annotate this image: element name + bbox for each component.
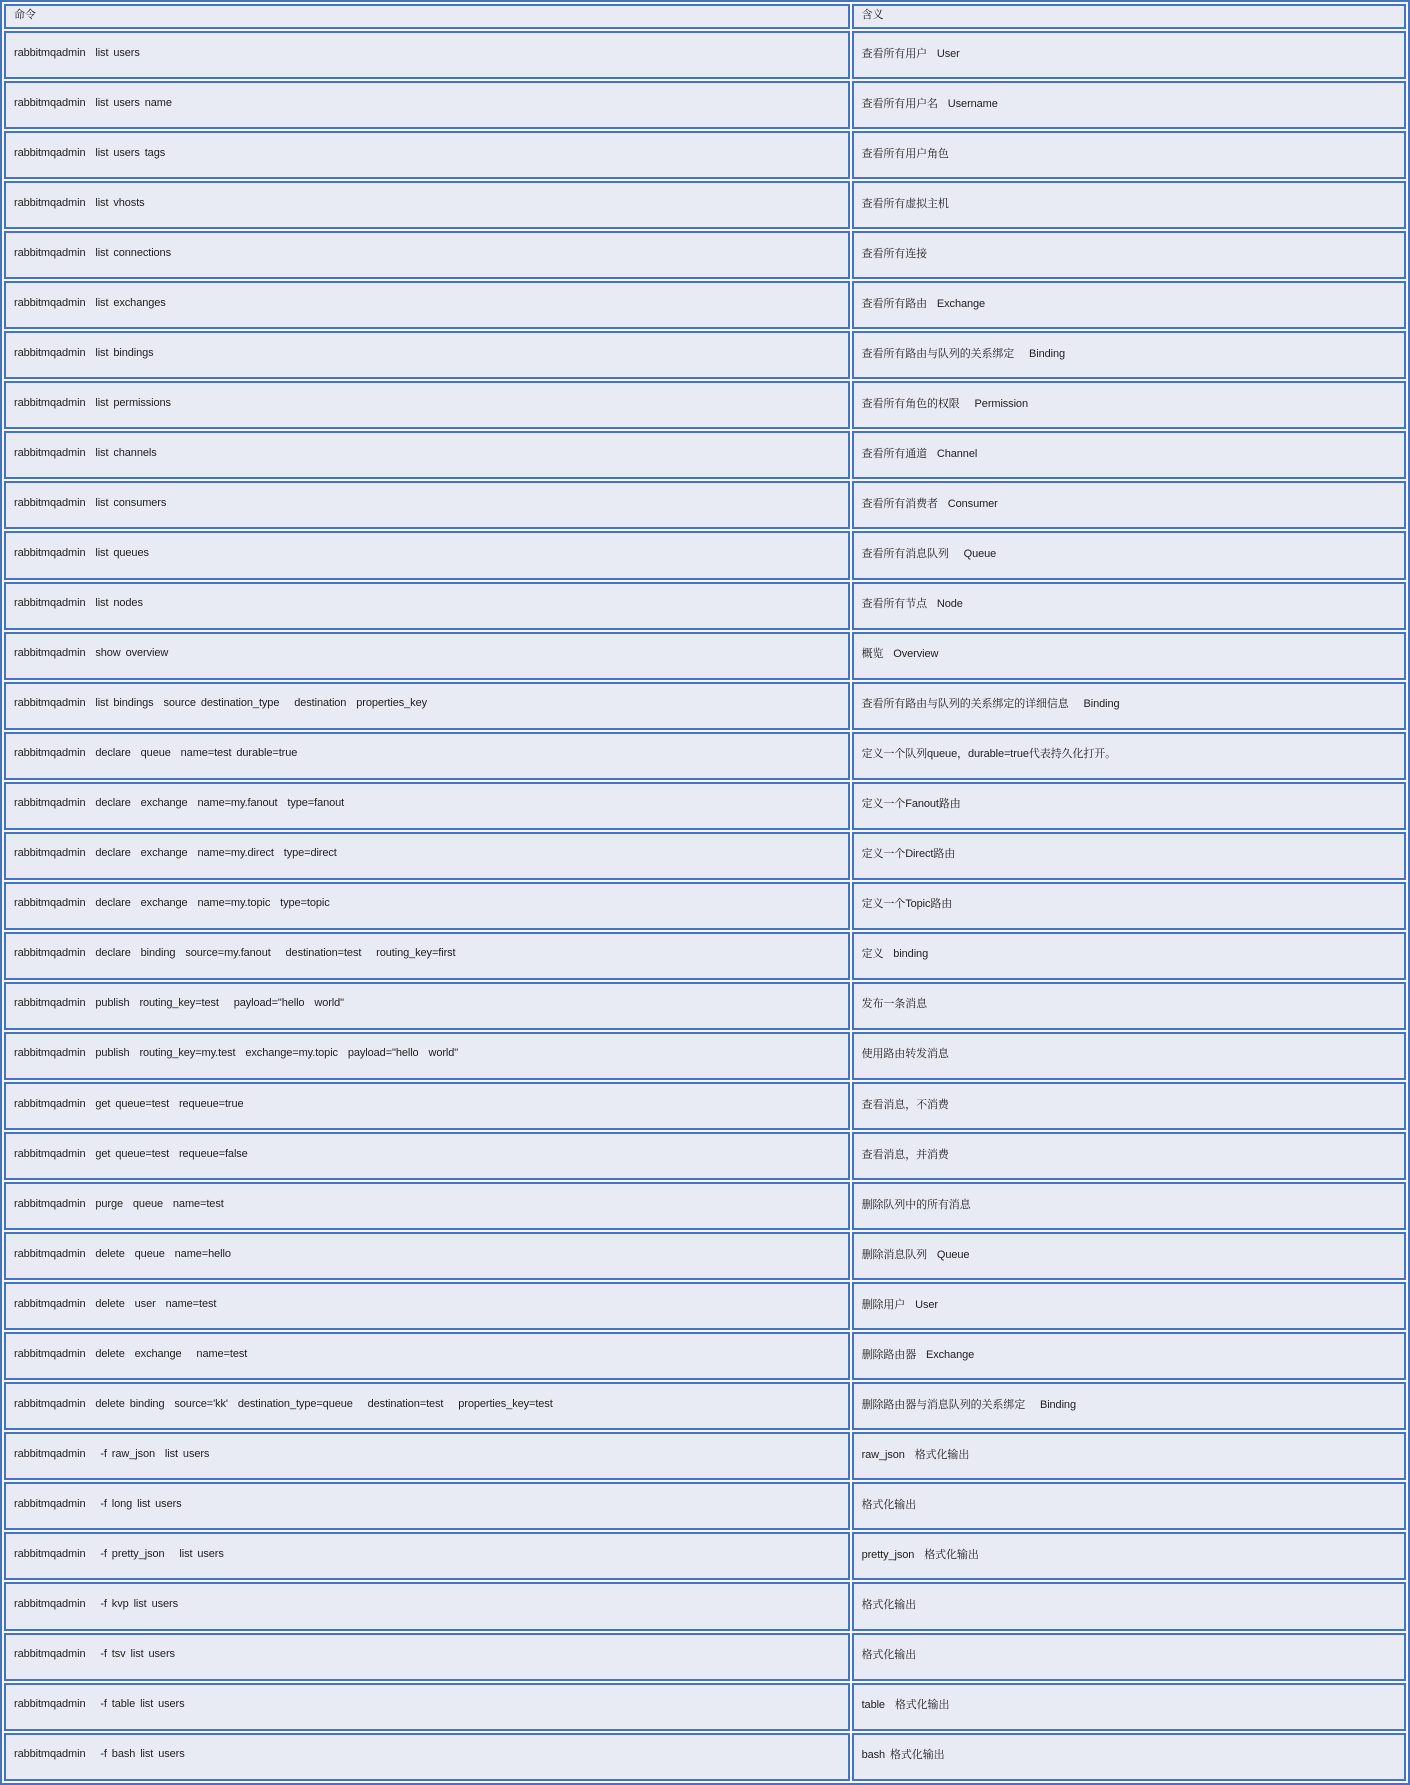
- command-cell: rabbitmqadmin -f pretty_json list users: [4, 1532, 850, 1580]
- meaning-cell: 查看所有用户名 Username: [852, 81, 1406, 129]
- command-cell: rabbitmqadmin declare queue name=test durable=true: [4, 732, 850, 780]
- meaning-cell: 定义一个Direct路由: [852, 832, 1406, 880]
- command-cell: rabbitmqadmin declare exchange name=my.fanout type=fanout: [4, 782, 850, 830]
- table-body: [4, 31, 1406, 1781]
- column-header-meaning: 含义: [852, 4, 1406, 29]
- table-row: [4, 1082, 1406, 1130]
- meaning-cell: 概览 Overview: [852, 632, 1406, 680]
- meaning-cell: 查看所有通道 Channel: [852, 431, 1406, 479]
- meaning-cell: 查看所有角色的权限 Permission: [852, 381, 1406, 429]
- table-row: [4, 481, 1406, 529]
- table-row: [4, 81, 1406, 129]
- command-cell: rabbitmqadmin list consumers: [4, 481, 850, 529]
- command-cell: rabbitmqadmin declare exchange name=my.direct type=direct: [4, 832, 850, 880]
- table-row: [4, 682, 1406, 730]
- table-row: [4, 1332, 1406, 1380]
- table-row: [4, 131, 1406, 179]
- meaning-cell: 查看消息，不消费: [852, 1082, 1406, 1130]
- meaning-cell: 查看所有路由与队列的关系绑定的详细信息 Binding: [852, 682, 1406, 730]
- table-row: [4, 1382, 1406, 1430]
- table-row: [4, 1633, 1406, 1681]
- meaning-cell: 删除用户 User: [852, 1282, 1406, 1330]
- header-row: [4, 4, 1406, 29]
- table-row: [4, 1532, 1406, 1580]
- command-cell: rabbitmqadmin list users: [4, 31, 850, 79]
- meaning-cell: 查看所有消息队列 Queue: [852, 531, 1406, 579]
- meaning-cell: pretty_json 格式化输出: [852, 1532, 1406, 1580]
- command-cell: rabbitmqadmin declare exchange name=my.topic type=topic: [4, 882, 850, 930]
- meaning-cell: 查看消息，并消费: [852, 1132, 1406, 1180]
- meaning-cell: 查看所有虚拟主机: [852, 181, 1406, 229]
- table-row: [4, 331, 1406, 379]
- meaning-cell: 查看所有用户角色: [852, 131, 1406, 179]
- table-row: [4, 632, 1406, 680]
- command-cell: rabbitmqadmin -f long list users: [4, 1482, 850, 1530]
- command-cell: rabbitmqadmin publish routing_key=test payload="hello world": [4, 982, 850, 1030]
- table-row: [4, 531, 1406, 579]
- command-cell: rabbitmqadmin -f tsv list users: [4, 1633, 850, 1681]
- table-row: [4, 1432, 1406, 1480]
- command-cell: rabbitmqadmin list connections: [4, 231, 850, 279]
- meaning-cell: 使用路由转发消息: [852, 1032, 1406, 1080]
- meaning-cell: 删除消息队列 Queue: [852, 1232, 1406, 1280]
- command-cell: rabbitmqadmin declare binding source=my.fanout destination=test routing_key=first: [4, 932, 850, 980]
- command-cell: rabbitmqadmin -f kvp list users: [4, 1582, 850, 1630]
- table-row: [4, 181, 1406, 229]
- table-row: [4, 431, 1406, 479]
- meaning-cell: 定义一个Topic路由: [852, 882, 1406, 930]
- table-row: [4, 1733, 1406, 1781]
- meaning-cell: 定义 binding: [852, 932, 1406, 980]
- command-cell: rabbitmqadmin list bindings source destination_type destination properties_key: [4, 682, 850, 730]
- command-cell: rabbitmqadmin purge queue name=test: [4, 1182, 850, 1230]
- command-cell: rabbitmqadmin list bindings: [4, 331, 850, 379]
- meaning-cell: raw_json 格式化输出: [852, 1432, 1406, 1480]
- table-row: [4, 31, 1406, 79]
- meaning-cell: 删除队列中的所有消息: [852, 1182, 1406, 1230]
- table-row: [4, 1132, 1406, 1180]
- command-cell: rabbitmqadmin -f bash list users: [4, 1733, 850, 1781]
- table-row: [4, 1282, 1406, 1330]
- meaning-cell: 格式化输出: [852, 1633, 1406, 1681]
- command-cell: rabbitmqadmin delete exchange name=test: [4, 1332, 850, 1380]
- meaning-cell: 定义一个队列queue，durable=true代表持久化打开。: [852, 732, 1406, 780]
- table-row: [4, 882, 1406, 930]
- table-row: [4, 281, 1406, 329]
- table-row: [4, 1032, 1406, 1080]
- command-cell: rabbitmqadmin list users name: [4, 81, 850, 129]
- command-cell: rabbitmqadmin get queue=test requeue=true: [4, 1082, 850, 1130]
- meaning-cell: 查看所有用户 User: [852, 31, 1406, 79]
- table-row: [4, 1482, 1406, 1530]
- meaning-cell: 发布一条消息: [852, 982, 1406, 1030]
- meaning-cell: 查看所有连接: [852, 231, 1406, 279]
- meaning-cell: 查看所有节点 Node: [852, 582, 1406, 630]
- meaning-cell: 定义一个Fanout路由: [852, 782, 1406, 830]
- meaning-cell: 删除路由器与消息队列的关系绑定 Binding: [852, 1382, 1406, 1430]
- table-row: [4, 732, 1406, 780]
- command-cell: rabbitmqadmin list permissions: [4, 381, 850, 429]
- table-row: [4, 982, 1406, 1030]
- table-row: [4, 1182, 1406, 1230]
- table-row: [4, 832, 1406, 880]
- meaning-cell: 查看所有消费者 Consumer: [852, 481, 1406, 529]
- table-row: [4, 582, 1406, 630]
- command-cell: rabbitmqadmin get queue=test requeue=false: [4, 1132, 850, 1180]
- command-cell: rabbitmqadmin delete binding source='kk' destination_type=queue destination=test properties_key=test: [4, 1382, 850, 1430]
- command-cell: rabbitmqadmin delete queue name=hello: [4, 1232, 850, 1280]
- table-row: [4, 1683, 1406, 1731]
- command-cell: rabbitmqadmin publish routing_key=my.test exchange=my.topic payload="hello world": [4, 1032, 850, 1080]
- command-cell: rabbitmqadmin list nodes: [4, 582, 850, 630]
- table-row: [4, 1232, 1406, 1280]
- meaning-cell: bash 格式化输出: [852, 1733, 1406, 1781]
- command-cell: rabbitmqadmin list exchanges: [4, 281, 850, 329]
- column-header-command: 命令: [4, 4, 850, 29]
- command-cell: rabbitmqadmin list users tags: [4, 131, 850, 179]
- meaning-cell: 删除路由器 Exchange: [852, 1332, 1406, 1380]
- command-cell: rabbitmqadmin list channels: [4, 431, 850, 479]
- command-cell: rabbitmqadmin -f raw_json list users: [4, 1432, 850, 1480]
- meaning-cell: 格式化输出: [852, 1582, 1406, 1630]
- table-row: [4, 231, 1406, 279]
- table-row: [4, 1582, 1406, 1630]
- table-row: [4, 381, 1406, 429]
- meaning-cell: 查看所有路由 Exchange: [852, 281, 1406, 329]
- table-row: [4, 932, 1406, 980]
- meaning-cell: 格式化输出: [852, 1482, 1406, 1530]
- command-cell: rabbitmqadmin show overview: [4, 632, 850, 680]
- command-cell: rabbitmqadmin -f table list users: [4, 1683, 850, 1731]
- command-cell: rabbitmqadmin list queues: [4, 531, 850, 579]
- meaning-cell: table 格式化输出: [852, 1683, 1406, 1731]
- command-cell: rabbitmqadmin list vhosts: [4, 181, 850, 229]
- meaning-cell: 查看所有路由与队列的关系绑定 Binding: [852, 331, 1406, 379]
- table-row: [4, 782, 1406, 830]
- command-cell: rabbitmqadmin delete user name=test: [4, 1282, 850, 1330]
